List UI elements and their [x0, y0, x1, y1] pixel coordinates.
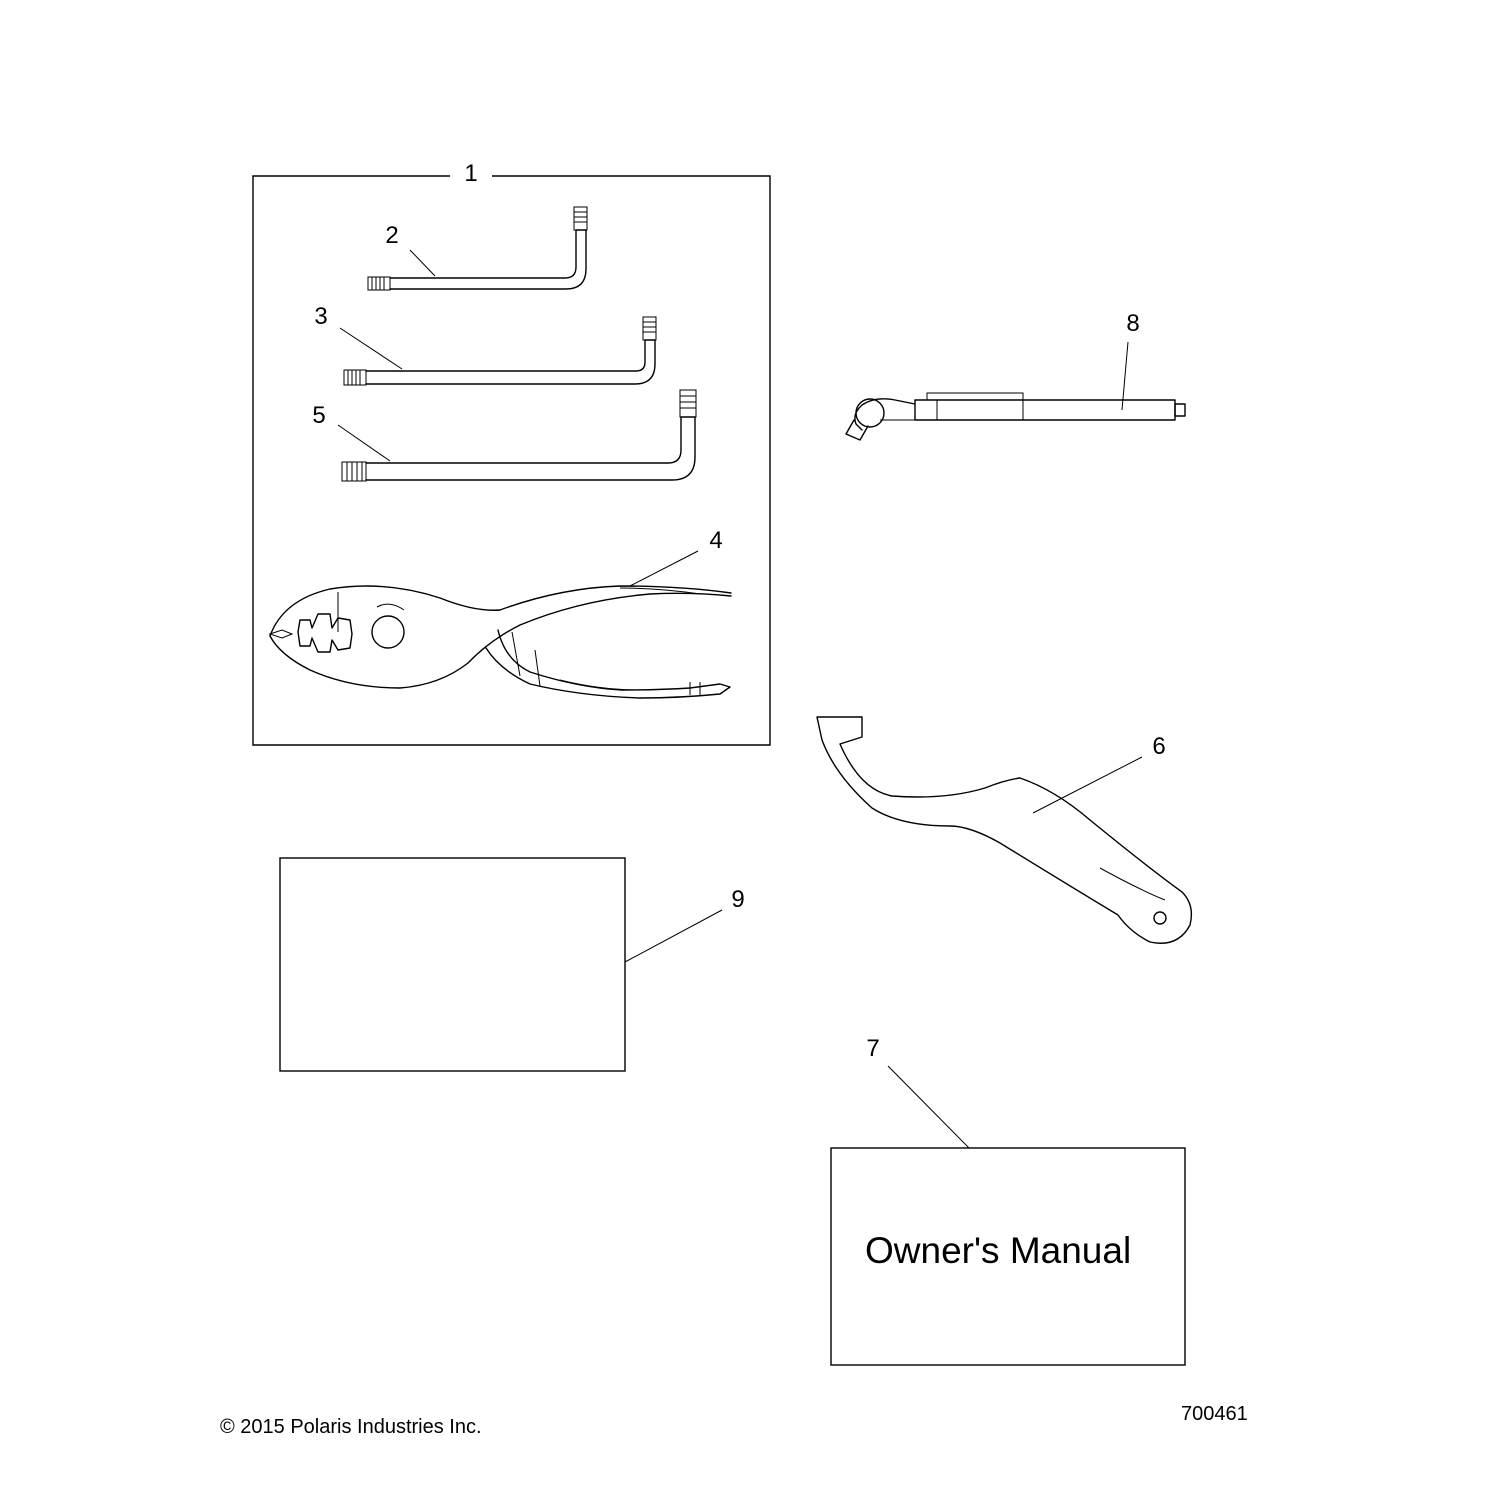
callout-7: 7 — [866, 1035, 880, 1062]
owners-manual — [831, 1035, 1185, 1365]
document-card — [280, 858, 745, 1071]
callout-9: 9 — [731, 886, 745, 913]
torx-key-medium — [314, 303, 656, 385]
callout-8: 8 — [1126, 310, 1140, 337]
callout-2: 2 — [385, 222, 399, 249]
callout-4: 4 — [709, 527, 723, 554]
callout-6: 6 — [1152, 733, 1166, 760]
copyright-notice: © 2015 Polaris Industries Inc. — [220, 1416, 482, 1438]
owners-manual-label: Owner's Manual — [865, 1230, 1132, 1271]
drawing-number: 700461 — [1181, 1403, 1248, 1425]
callout-1: 1 — [464, 160, 478, 187]
slip-joint-pliers — [270, 527, 731, 698]
callout-3: 3 — [314, 303, 328, 330]
torx-key-large — [312, 390, 696, 481]
torx-key-small — [368, 207, 587, 290]
tire-pressure-gauge — [846, 310, 1185, 440]
callout-5: 5 — [312, 402, 326, 429]
spanner-wrench — [817, 717, 1191, 943]
